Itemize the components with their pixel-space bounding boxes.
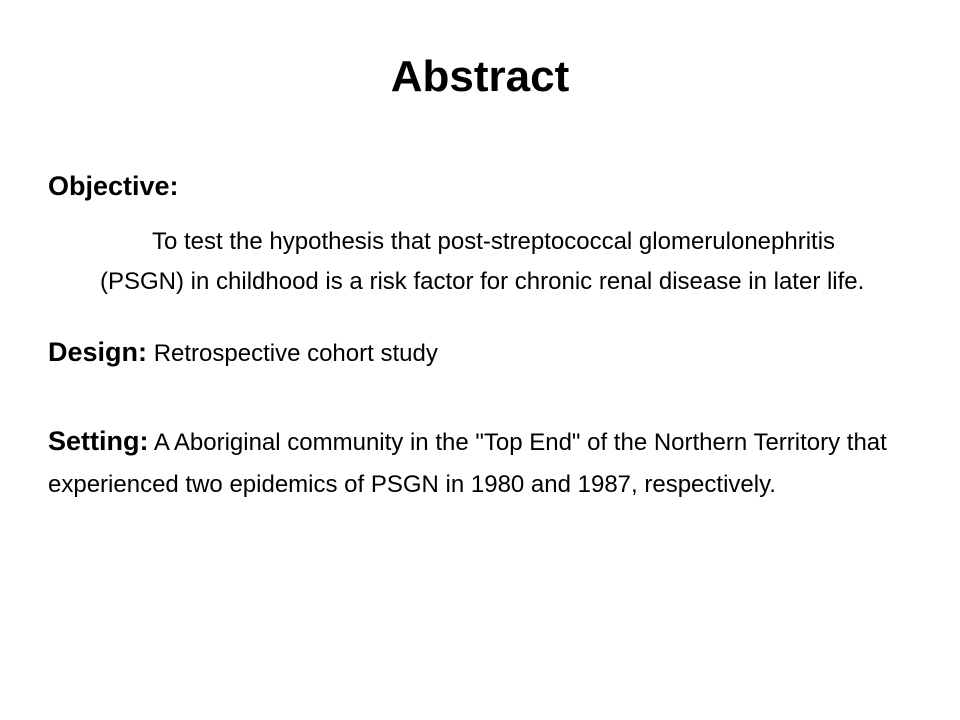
setting-text: A Aboriginal community in the "Top End" of the Northern Territory that experienced two epidemics of PSGN in 1980 and 1987, respectively. [48,429,887,498]
objective-text: To test the hypothesis that post-streptococcal glomerulonephritis (PSGN) in childhood is a risk factor for chronic renal disease in later life. [100,228,865,295]
design-label: Design: [48,337,148,367]
setting-section [48,420,908,506]
objective-label: Objective: [48,171,179,201]
slide-title: Abstract [390,52,570,101]
setting-label: Setting: [48,426,149,456]
design-section [48,332,908,374]
slide-body [48,160,908,506]
design-text: Retrospective cohort study [153,340,438,367]
